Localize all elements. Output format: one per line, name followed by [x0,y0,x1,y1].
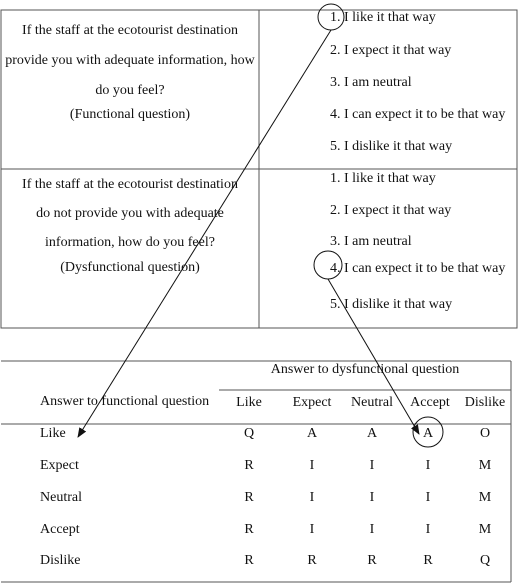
functional-question-line: do you feel? [95,83,165,98]
table-cell: I [369,490,375,505]
functional-option-3: 3. I am neutral [330,75,412,90]
table-cell: A [306,426,318,441]
table-cell: I [425,490,431,505]
table-cell: R [244,553,254,568]
column-header-dislike: Dislike [464,395,506,410]
table-cell: I [425,522,431,537]
row-label-expect: Expect [40,458,79,473]
functional-question-line: If the staff at the ecotourist destination [22,23,238,38]
functional-answer-header: Answer to functional question [40,394,210,409]
table-cell: M [478,490,492,505]
dysfunctional-option-2: 2. I expect it that way [330,203,452,218]
table-cell: A [422,426,434,441]
table-cell: M [478,458,492,473]
dysfunctional-question-text [1,170,259,257]
functional-option-4: 4. I can expect it to be that way [330,107,506,122]
table-cell: O [479,426,491,441]
dysfunctional-option-1: 1. I like it that way [330,171,436,186]
column-header-neutral: Neutral [351,395,393,410]
table-cell: M [478,522,492,537]
table-cell: I [309,522,315,537]
functional-question-line: provide you with adequate information, how [5,53,255,68]
table-cell: I [309,490,315,505]
dysfunctional-option-4: 4. I can expect it to be that way [330,261,506,276]
dysfunctional-question-line: If the staff at the ecotourist destination [22,177,238,192]
table-cell: I [425,458,431,473]
row-label-dislike: Dislike [40,553,81,568]
functional-option-5: 5. I dislike it that way [330,139,453,154]
table-cell: I [369,522,375,537]
dysfunctional-question-line: do not provide you with adequate [36,206,224,221]
column-header-accept: Accept [410,395,450,410]
table-cell: I [369,458,375,473]
table-cell: Q [243,426,255,441]
functional-option-1: 1. I like it that way [330,10,436,25]
dysfunctional-option-3: 3. I am neutral [330,234,412,249]
table-cell: R [367,553,377,568]
dysfunctional-question-line: information, how do you feel? [45,235,215,250]
column-header-like: Like [236,395,262,410]
functional-question-text [1,16,259,106]
column-header-expect: Expect [292,395,332,410]
row-label-like: Like [40,426,66,441]
dysfunctional-question-tag: (Dysfunctional question) [60,260,200,275]
table-cell: R [244,522,254,537]
functional-question-tag: (Functional question) [69,107,191,122]
table-cell: A [366,426,378,441]
table-cell: I [309,458,315,473]
dysfunctional-option-5: 5. I dislike it that way [330,297,453,312]
table-cell: Q [479,553,491,568]
row-label-accept: Accept [40,522,80,537]
table-cell: R [244,490,254,505]
dysfunctional-answer-header: Answer to dysfunctional question [270,362,460,377]
functional-option-2: 2. I expect it that way [330,43,452,58]
table-cell: R [423,553,433,568]
row-label-neutral: Neutral [40,490,82,505]
table-cell: R [244,458,254,473]
table-cell: R [307,553,317,568]
